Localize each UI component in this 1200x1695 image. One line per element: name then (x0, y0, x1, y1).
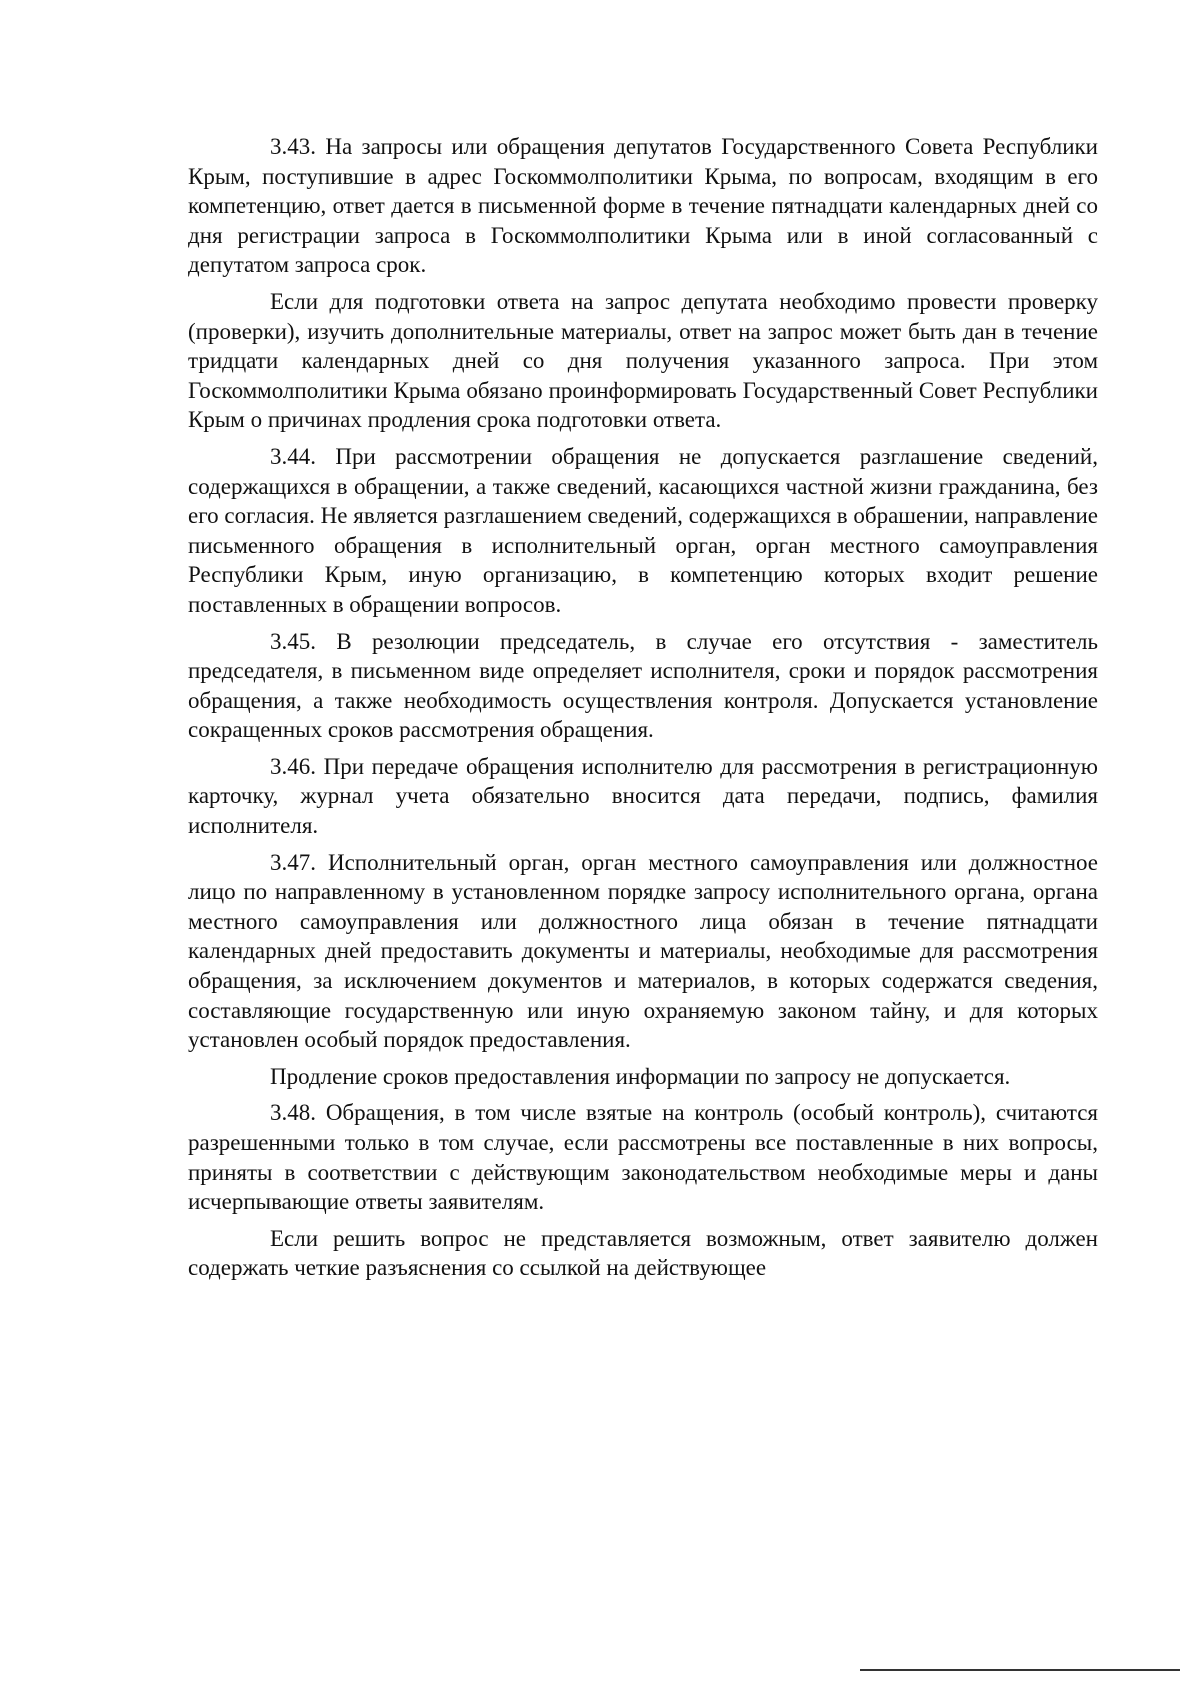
paragraph-3-47: 3.47. Исполнительный орган, орган местного самоуправления или должностное лицо по направленному в установленном порядке запросу исполнительного органа, органа местного самоуправления или должностного лица обязан в течение пятнадцати календарных дней предоставить документы и материалы, необходимые для рассмотрения обращения, за исключением документов и материалов, в которых содержатся сведения, составляющие государственную или иную охраняемую законом тайну, и для которых установлен особый порядок предоставления. (188, 849, 1098, 1053)
paragraph-3-48: 3.48. Обращения, в том числе взятые на контроль (особый контроль), считаются разрешенными только в том случае, если рассмотрены все поставленные в них вопросы, приняты в соответствии с действующим законодательством необходимые меры и даны исчерпывающие ответы заявителям. (188, 1100, 1098, 1215)
paragraph-3-46: 3.46. При передаче обращения исполнителю для рассмотрения в регистрационную карточку, журнал учета обязательно вносится дата передачи, подпись, фамилия исполнителя. (188, 753, 1098, 839)
paragraph-no-extension: Продление сроков предоставления информации по запросу не допускается. (270, 1063, 1011, 1089)
paragraph-3-44: 3.44. При рассмотрении обращения не допускается разглашение сведений, содержащихся в обращении, а также сведений, касающихся частной жизни гражданина, без его согласия. Не является разглашением сведений, содержащихся в обрашении, направление письменного обращения в исполнительный орган, орган местного самоуправления Республики Крым, иную организацию, в компетенцию которых входит решение поставленных в обращении вопросов. (188, 443, 1098, 617)
document-page (188, 132, 1098, 1283)
footer-rule (860, 1669, 1180, 1671)
paragraph-3-43: 3.43. На запросы или обращения депутатов Государственного Совета Республики Крым, поступившие в адрес Госкоммолполитики Крыма, по вопросам, входящим в его компетенцию, ответ дается в письменной форме в течение пятнадцати календарных дней со дня регистрации запроса в Госкоммолполитики Крыма или в иной согласованный с депутатом запроса срок. (188, 134, 1098, 278)
paragraph-3-45: 3.45. В резолюции председатель, в случае его отсутствия - заместитель председателя, в письменном виде определяет исполнителя, сроки и порядок рассмотрения обращения, а также необходимость осуществления контроля. Допускается установление сокращенных сроков рассмотрения обращения. (188, 628, 1098, 743)
paragraph-unresolved-answer: Если решить вопрос не представляется возможным, ответ заявителю должен содержать четкие разъяснения со ссылкой на действующее (188, 1225, 1098, 1281)
paragraph-deputy-extension: Если для подготовки ответа на запрос депутата необходимо провести проверку (проверки), изучить дополнительные материалы, ответ на запрос может быть дан в течение тридцати календарных дней со дня получения указанного запроса. При этом Госкоммолполитики Крыма обязано проинформировать Государственный Совет Республики Крым о причинах продления срока подготовки ответа. (188, 288, 1098, 433)
